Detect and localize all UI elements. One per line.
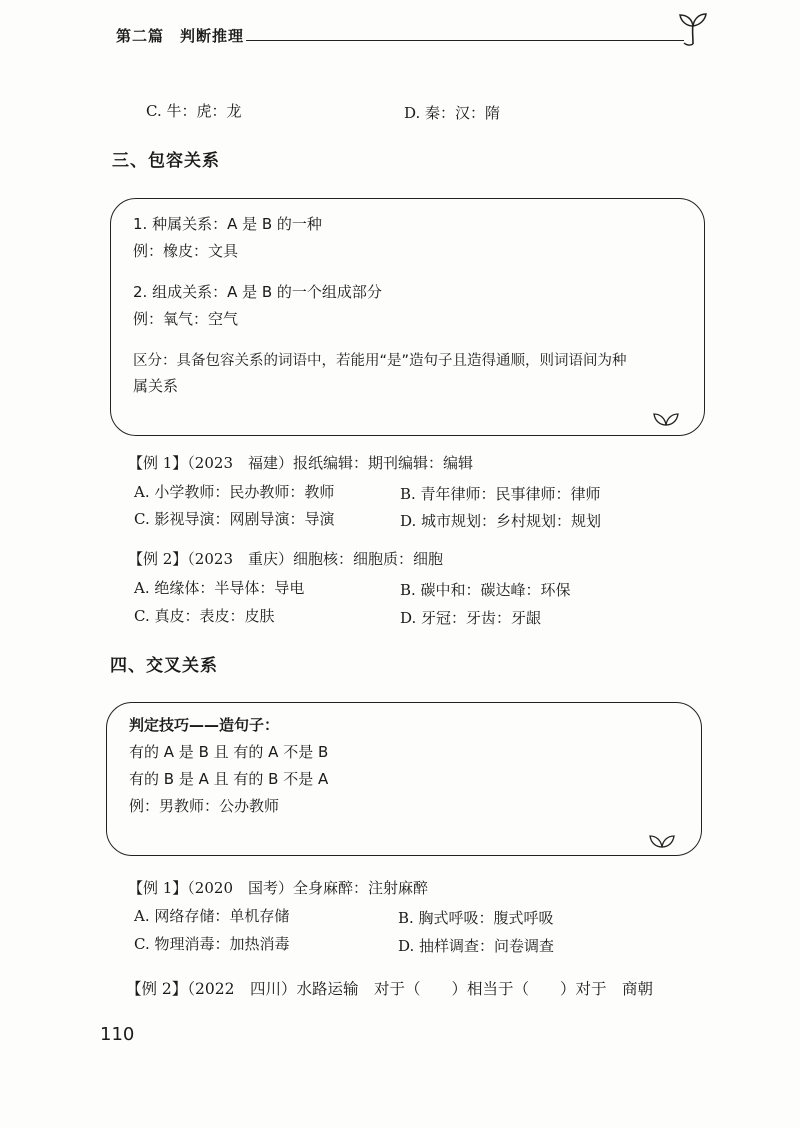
- sprout-icon: [647, 833, 677, 849]
- option-b: B. 青年律师：民事律师：律师: [400, 485, 601, 503]
- option-c: C. 牛：虎：龙: [146, 102, 242, 120]
- option-d: D. 抽样调查：问卷调查: [398, 937, 555, 955]
- option-b: B. 碳中和：碳达峰：环保: [400, 581, 571, 599]
- header-rule: [246, 40, 684, 41]
- box-line: 属关系: [133, 377, 179, 395]
- option-d: D. 城市规划：乡村规划：规划: [400, 512, 602, 530]
- option-a: A. 小学教师：民办教师：教师: [134, 483, 335, 501]
- page-number: 110: [100, 1024, 135, 1045]
- box-line: 例：男教师：公办教师: [129, 797, 280, 815]
- tip-box-inclusion: [110, 198, 705, 436]
- box-line: 例：氧气：空气: [133, 310, 239, 328]
- box-line: 有的 B 是 A 且 有的 B 不是 A: [129, 770, 329, 788]
- section-heading-inclusion: 三、包容关系: [112, 151, 220, 171]
- section-heading-intersection: 四、交叉关系: [110, 656, 218, 676]
- option-c: C. 影视导演：网剧导演：导演: [134, 510, 335, 528]
- option-d: D. 秦：汉：隋: [404, 104, 501, 122]
- box-line: 2. 组成关系：A 是 B 的一个组成部分: [133, 283, 382, 301]
- option-c: C. 物理消毒：加热消毒: [134, 935, 290, 953]
- option-a: A. 绝缘体：半导体：导电: [134, 579, 305, 597]
- option-b: B. 胸式呼吸：腹式呼吸: [398, 909, 554, 927]
- option-d: D. 牙冠：牙齿：牙龈: [400, 609, 542, 627]
- example-stem: 【例 1】（2020 国考）全身麻醉：注射麻醉: [128, 879, 428, 897]
- tip-box-intersection: [106, 702, 702, 856]
- example-stem: 【例 1】（2023 福建）报纸编辑：期刊编辑：编辑: [128, 454, 473, 472]
- sprout-icon: [676, 10, 710, 46]
- box-line: 例：橡皮：文具: [133, 242, 239, 260]
- box-line: 有的 A 是 B 且 有的 A 不是 B: [129, 743, 329, 761]
- example-stem: 【例 2】（2023 重庆）细胞核：细胞质：细胞: [128, 550, 443, 568]
- sprout-icon: [651, 411, 681, 427]
- option-a: A. 网络存储：单机存储: [134, 907, 290, 925]
- box-line: 区分：具备包容关系的词语中，若能用“是”造句子且造得通顺，则词语间为种: [133, 353, 627, 369]
- box-line: 判定技巧——造句子：: [129, 716, 280, 734]
- option-c: C. 真皮：表皮：皮肤: [134, 607, 275, 625]
- box-line: 1. 种属关系：A 是 B 的一种: [133, 215, 322, 233]
- example-stem: 【例 2】（2022 四川）水路运输 对于（ ）相当于（ ）对于 商朝: [126, 980, 653, 998]
- running-header-title: 第二篇 判断推理: [116, 27, 245, 45]
